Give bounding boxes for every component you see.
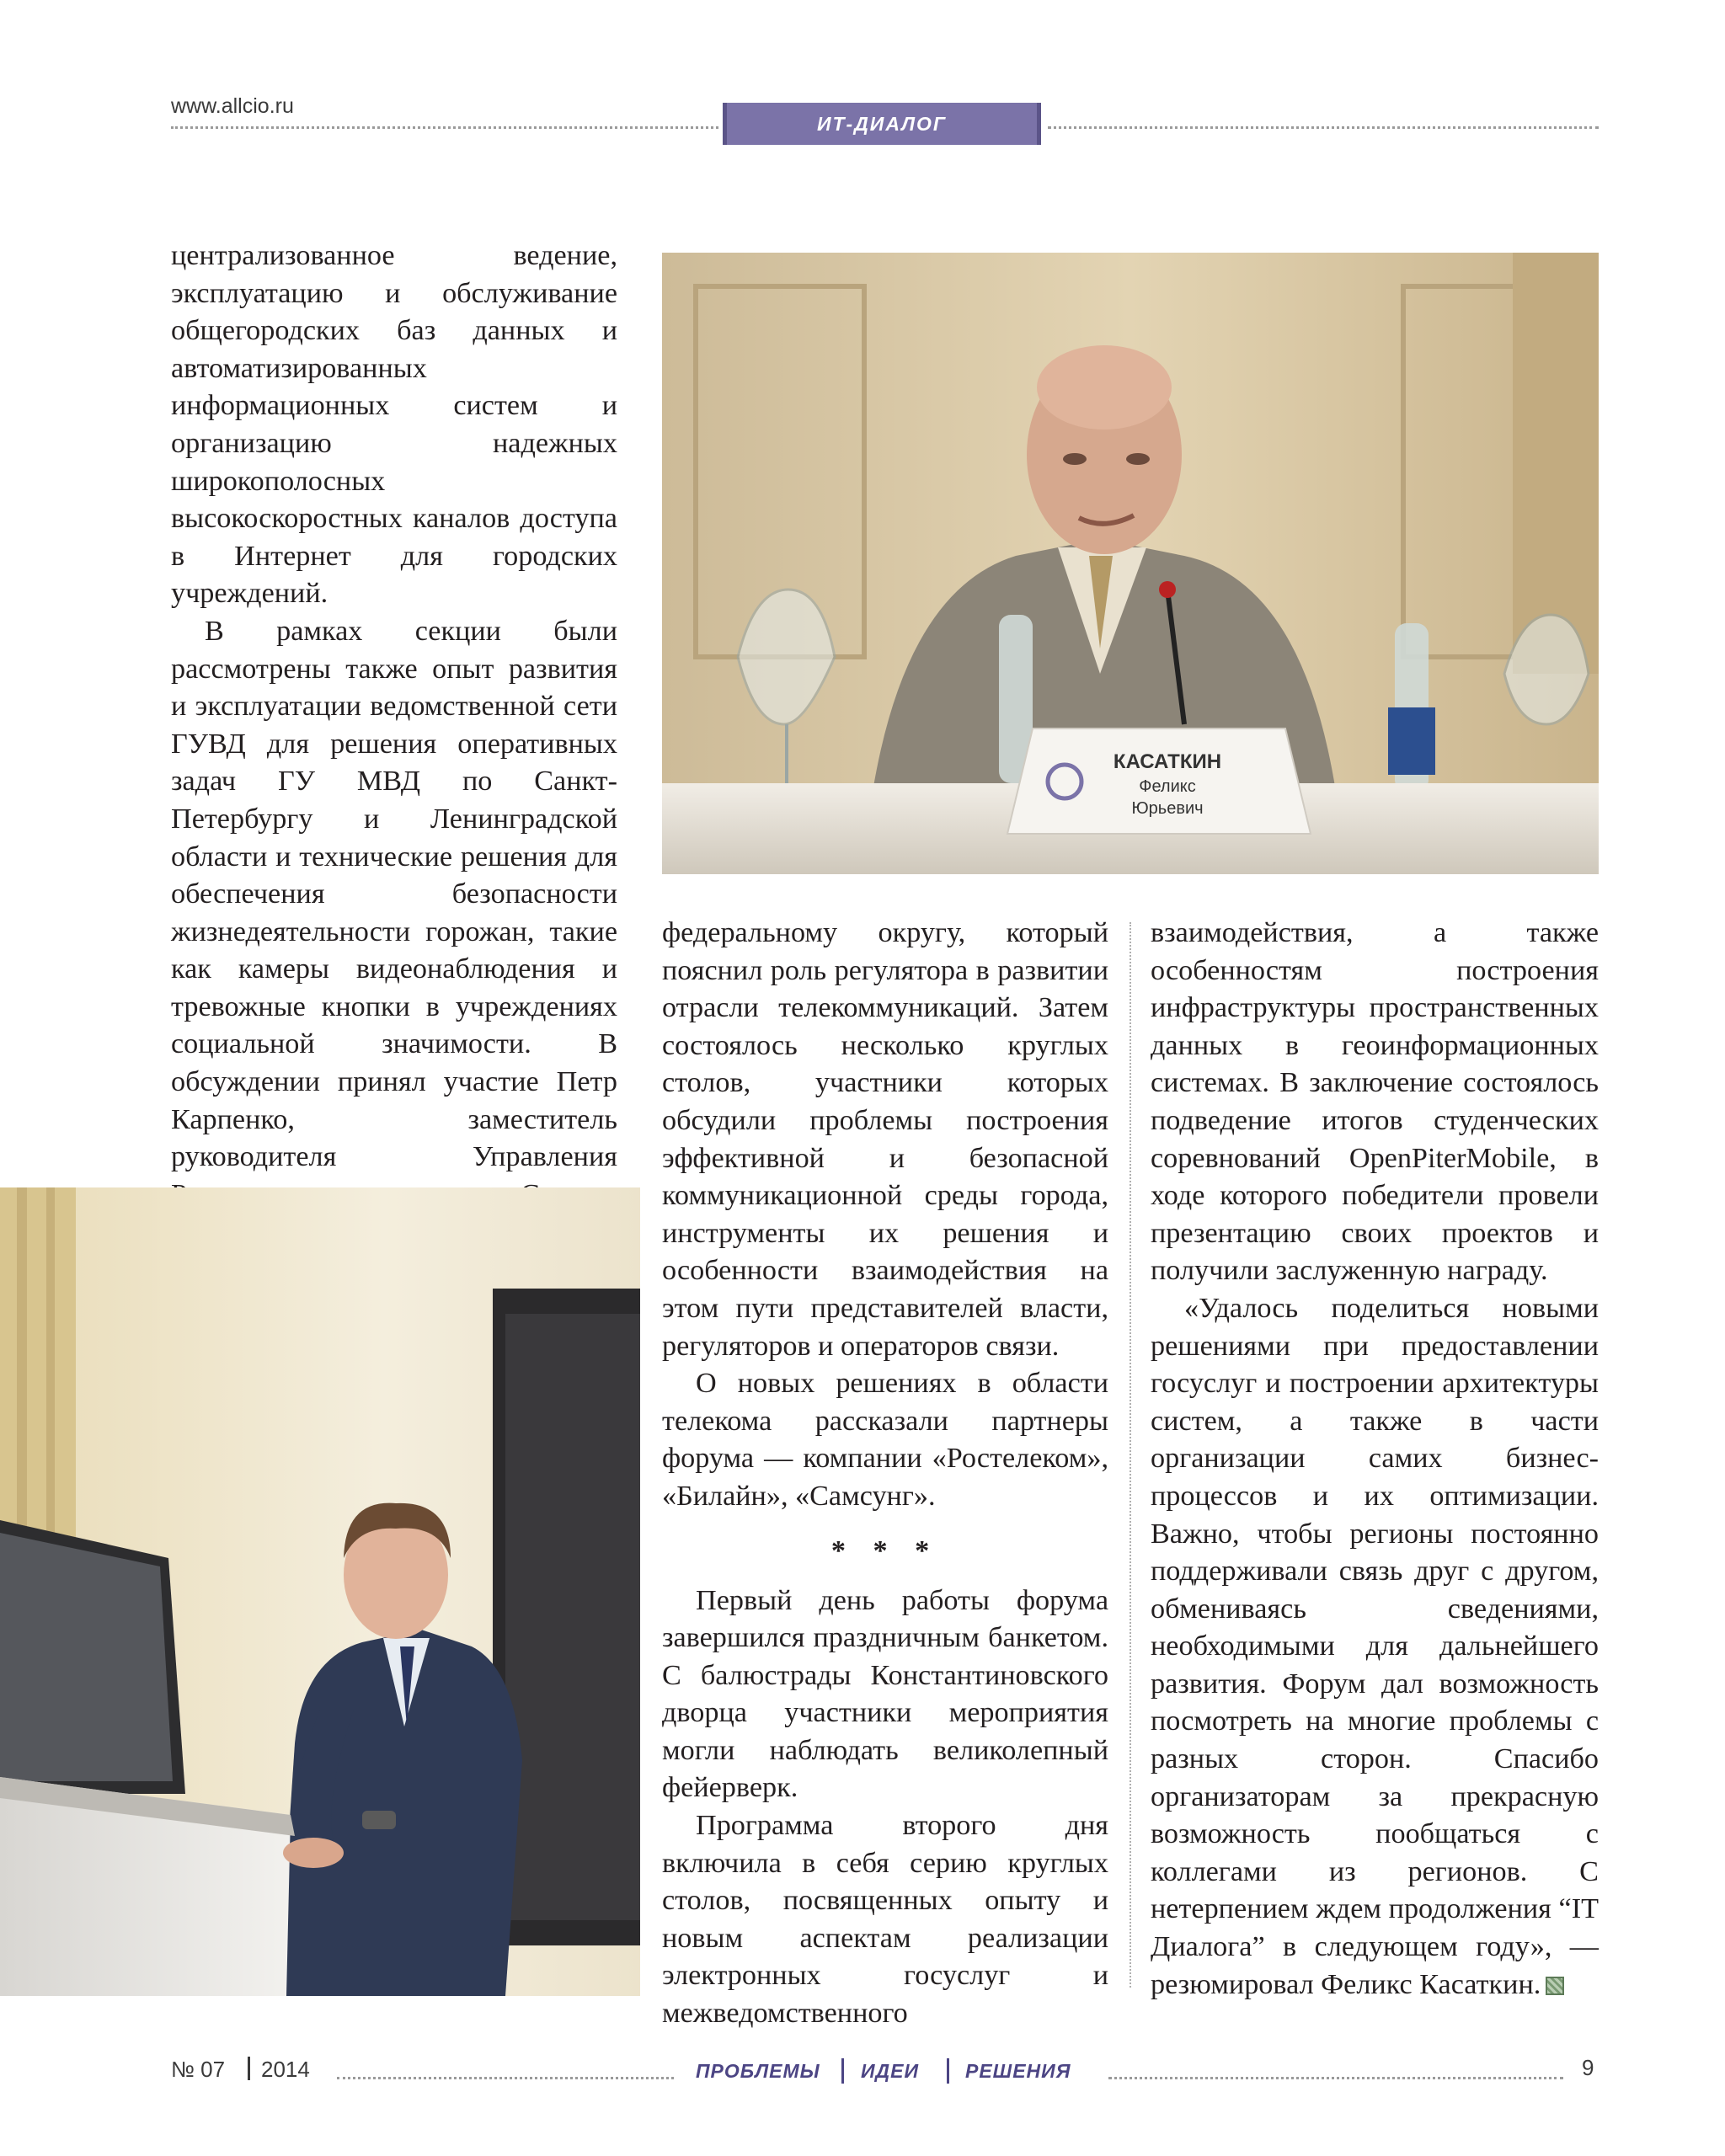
footer-rule-left <box>337 2077 674 2079</box>
section-title: ИТ-ДИАЛОГ <box>723 103 1041 145</box>
footer-motto-solutions: РЕШЕНИЯ <box>965 2060 1071 2082</box>
name-card-patronymic: Юрьевич <box>1131 799 1204 818</box>
footer-separator <box>248 2057 250 2080</box>
column-right <box>1151 915 1599 2004</box>
column-middle <box>662 915 1108 2033</box>
column-left <box>171 237 617 1251</box>
paragraph-final <box>1151 1290 1599 2004</box>
issue-number: № 07 <box>171 2057 226 2082</box>
name-card-surname: КАСАТКИН <box>1113 750 1222 773</box>
photo-presenter-at-podium-image <box>0 1187 640 1996</box>
header-rule-left <box>171 126 718 129</box>
end-of-article-icon <box>1546 1977 1564 1995</box>
paragraph: О новых решениях в области телекома рассказали партнеры форума — компании «Ростелеком», «Билайн», «Самсунг». <box>662 1368 1108 1512</box>
footer-rule-right <box>1108 2077 1563 2079</box>
footer-motto-ideas: ИДЕИ <box>861 2060 920 2082</box>
photo-speaker-at-table <box>662 253 1599 874</box>
paragraph: взаимодействия, а также особенностям построения инфраструктуры пространственных данных в геоинформационных системах. В заключение состоялось подведение итогов студенческих соревнований OpenPiterMobile, в ходе которого победители провели презентацию своих проектов и получили заслуженную награду. <box>1151 917 1599 1287</box>
paragraph: Программа второго дня включила в себя серию круглых столов, посвященных опыту и новым аспектам реализации электронных госуслуг и межведомственного <box>662 1810 1108 2030</box>
paragraph-final-text: «Удалось поделиться новыми решениями при предоставлении госуслуг и построении архитектуры систем, а также в части организации самих бизнес-процессов и их оптимизации. Важно, чтобы регионы постоянно поддерживали связь друг с другом, обмениваясь сведениями, необходимыми для дальнейшего развития. Форум дал возможность посмотреть на многие проблемы с разных сторон. Спасибо организаторам за прекрасную возможность пообщаться с коллегами из регионов. С нетерпением ждем продолжения “IT Диалога” в следующем году», — резюмировал Феликс Касаткин. <box>1151 1292 1599 2000</box>
header-rule-right <box>1048 126 1599 129</box>
paragraph: федеральному округу, который пояснил роль регулятора в развитии отрасли телекоммуникаций. Затем состоялось несколько круглых столов, участники которых обсудили проблемы построения эффективной и безопасной коммуникационной среды города, инструменты их решения и особенности взаимодействия на этом пути представителей власти, регуляторов и операторов связи. <box>662 917 1108 1362</box>
footer-motto-separator <box>841 2058 844 2084</box>
page-number: 9 <box>1582 2055 1594 2080</box>
issue-year: 2014 <box>261 2057 310 2082</box>
site-url: www.allcio.ru <box>171 94 294 118</box>
photo-speaker-at-table-image <box>662 253 1599 874</box>
photo-presenter-at-podium <box>0 1187 640 1996</box>
paragraph: Первый день работы форума завершился праздничным банкетом. С балюстрады Константиновского дворца участники мероприятия могли наблюдать великолепный фейерверк. <box>662 1584 1108 1804</box>
paragraph: В рамках секции были рассмотрены также опыт развития и эксплуатации ведомственной сети ГУВД для решения оперативных задач ГУ МВД по Санкт-Петербургу и Ленинградской области и технические решения для обеспечения безопасности жизнедеятельности горожан, такие как камеры видеонаблюдения и тревожные кнопки в учреждениях социальной значимости. В обсуждении принял участие Петр Карпенко, заместитель руководителя Управления <box>171 615 617 1173</box>
section-separator: * * * <box>830 1534 940 1566</box>
column-divider <box>1130 922 1131 1988</box>
paragraph: централизованное ведение, эксплуатацию и обслуживание общегородских баз данных и автоматизированных информационных систем и организацию надежных широкополосных высокоскоростных каналов доступа в Интернет для городских учреждений. <box>171 240 617 610</box>
footer-motto-separator <box>947 2058 949 2084</box>
footer-motto-problems: ПРОБЛЕМЫ <box>696 2060 820 2082</box>
name-card-first-name: Феликс <box>1139 777 1196 796</box>
